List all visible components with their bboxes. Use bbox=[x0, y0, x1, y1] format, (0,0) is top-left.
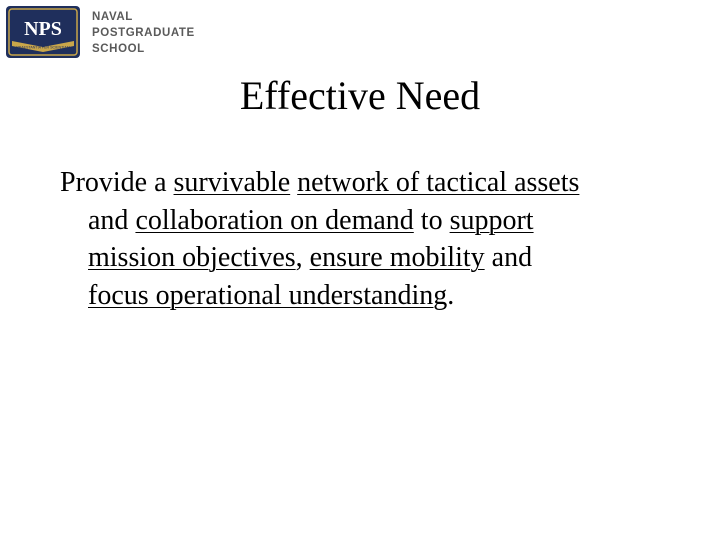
body-text: to bbox=[413, 204, 450, 236]
body-text: , bbox=[295, 242, 310, 273]
underlined-phrase: survivable bbox=[173, 167, 291, 198]
nps-logo bbox=[4, 4, 195, 60]
body-line-2 bbox=[60, 202, 670, 240]
logo-name-line-1: NAVAL bbox=[92, 11, 133, 23]
underlined-phrase: ensure mobility bbox=[309, 242, 485, 273]
logo-name-line-2: POSTGRADUATE bbox=[92, 27, 195, 39]
logo-wordmark bbox=[92, 9, 195, 57]
slide-body bbox=[60, 164, 670, 314]
logo-motto-text: PRAESTANTIA PER SCIENTIAM bbox=[16, 45, 70, 50]
body-line-1 bbox=[60, 164, 670, 202]
underlined-phrase: network of tactical assets bbox=[297, 167, 580, 198]
slide-title: Effective Need bbox=[239, 73, 481, 118]
body-line-3 bbox=[60, 239, 670, 277]
body-text: and bbox=[88, 204, 136, 236]
underlined-phrase: support bbox=[449, 204, 534, 236]
body-line-4 bbox=[60, 277, 670, 315]
underlined-phrase: collaboration on demand bbox=[135, 204, 414, 236]
underlined-phrase: mission objectives bbox=[88, 242, 296, 273]
body-text: and bbox=[484, 242, 533, 273]
body-text: Provide a bbox=[60, 167, 174, 198]
nps-shield-logo bbox=[4, 4, 82, 60]
logo-name-line-3: SCHOOL bbox=[92, 43, 145, 55]
underlined-phrase: focus operational understanding bbox=[88, 279, 448, 311]
body-text: . bbox=[447, 279, 455, 311]
logo-badge-text: NPS bbox=[24, 18, 62, 40]
